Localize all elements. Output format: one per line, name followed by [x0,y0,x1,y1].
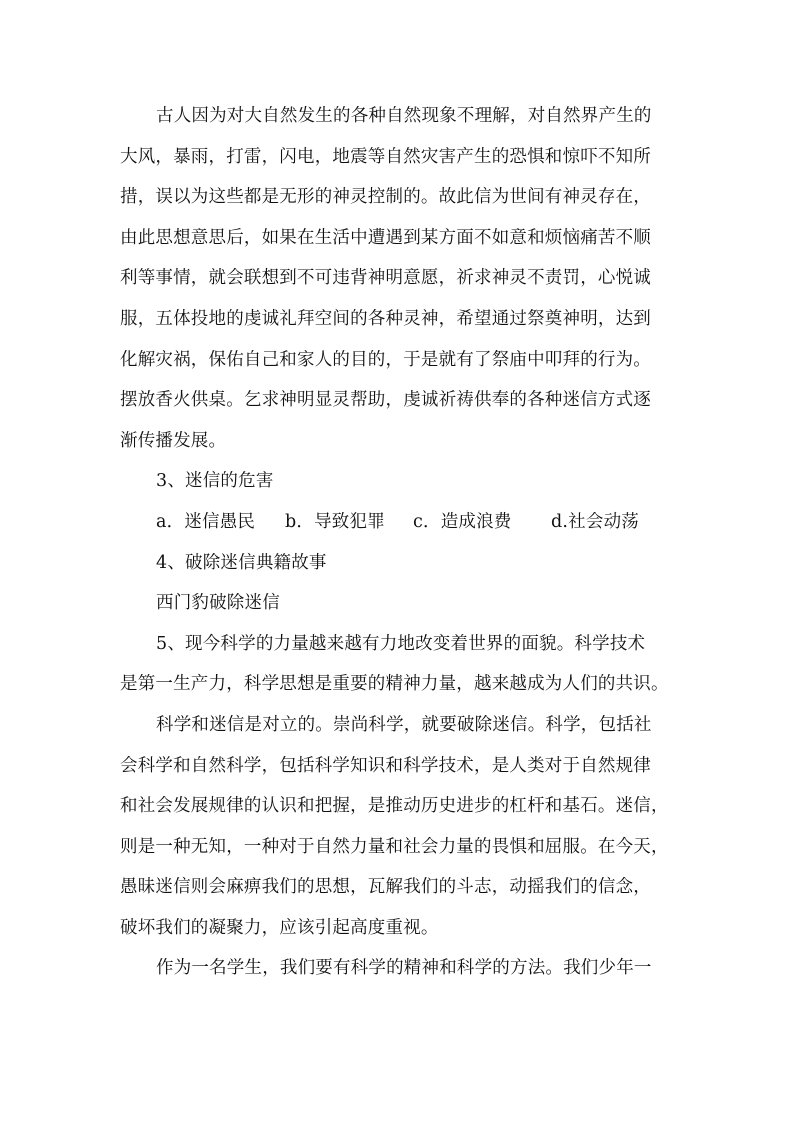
text-line: 渐传播发展。 [120,430,227,451]
text-line: 5、现今科学的力量越来越有力地改变着世界的面貌。科学技术 [156,633,646,654]
text-line: 和社会发展规律的认识和把握，是推动历史进步的杠杆和基石。迷信， [120,796,669,817]
section-heading-harm: 3、迷信的危害 [156,471,274,492]
text-line: 作为一名学生，我们要有科学的精神和科学的方法。我们少年一 [156,958,652,979]
paragraph-science-power [120,624,675,705]
option-b: b．导致犯罪 [285,511,385,532]
text-line: 会科学和自然科学，包括科学知识和科学技术，是人类对于自然规律 [120,755,651,776]
story-title: 西门豹破除迷信 [156,593,280,614]
text-line: 科学和迷信是对立的。崇尚科学，就要破除迷信。科学，包括社 [156,714,652,735]
text-line: 是第一生产力，科学思想是重要的精神力量，越来越成为人们的共识。 [120,674,669,695]
text-line: 古人因为对大自然发生的各种自然现象不理解，对自然界产生的 [156,106,652,126]
text-line: 摆放香火供桌。乞求神明显灵帮助，虔诚祈祷供奉的各种迷信方式逐 [120,390,651,411]
paragraph-origin [120,96,675,461]
text-line: 措，误以为这些都是无形的神灵控制的。故此信为世间有神灵存在， [120,187,651,208]
text-line: 化解灾祸，保佑自己和家人的目的，于是就有了祭庙中叩拜的行为。 [120,349,651,370]
text-line: 破坏我们的凝聚力，应该引起高度重视。 [120,917,439,938]
harm-options [120,502,675,543]
text-line: 则是一种无知，一种对于自然力量和社会力量的畏惧和屈服。在今天， [120,836,669,857]
section-heading-stories: 4、破除迷信典籍故事 [156,552,327,573]
document-body [120,96,675,989]
option-a: a．迷信愚民 [156,511,256,532]
option-c: c．造成浪费 [413,511,512,532]
text-line: 愚昧迷信则会麻痹我们的思想，瓦解我们的斗志，动摇我们的信念， [120,877,651,898]
paragraph-students [120,948,675,989]
option-d: d.社会动荡 [551,511,639,532]
text-line: 利等事情，就会联想到不可违背神明意愿，祈求神灵不责罚，心悦诚 [120,268,651,289]
text-line: 大风，暴雨，打雷，闪电，地震等自然灾害产生的恐惧和惊吓不知所 [120,146,651,167]
text-line: 由此思想意思后，如果在生活中遭遇到某方面不如意和烦恼痛苦不顺 [120,227,651,248]
text-line: 服，五体投地的虔诚礼拜空间的各种灵神，希望通过祭奠神明，达到 [120,308,651,329]
paragraph-science-vs-superstition [120,705,675,949]
